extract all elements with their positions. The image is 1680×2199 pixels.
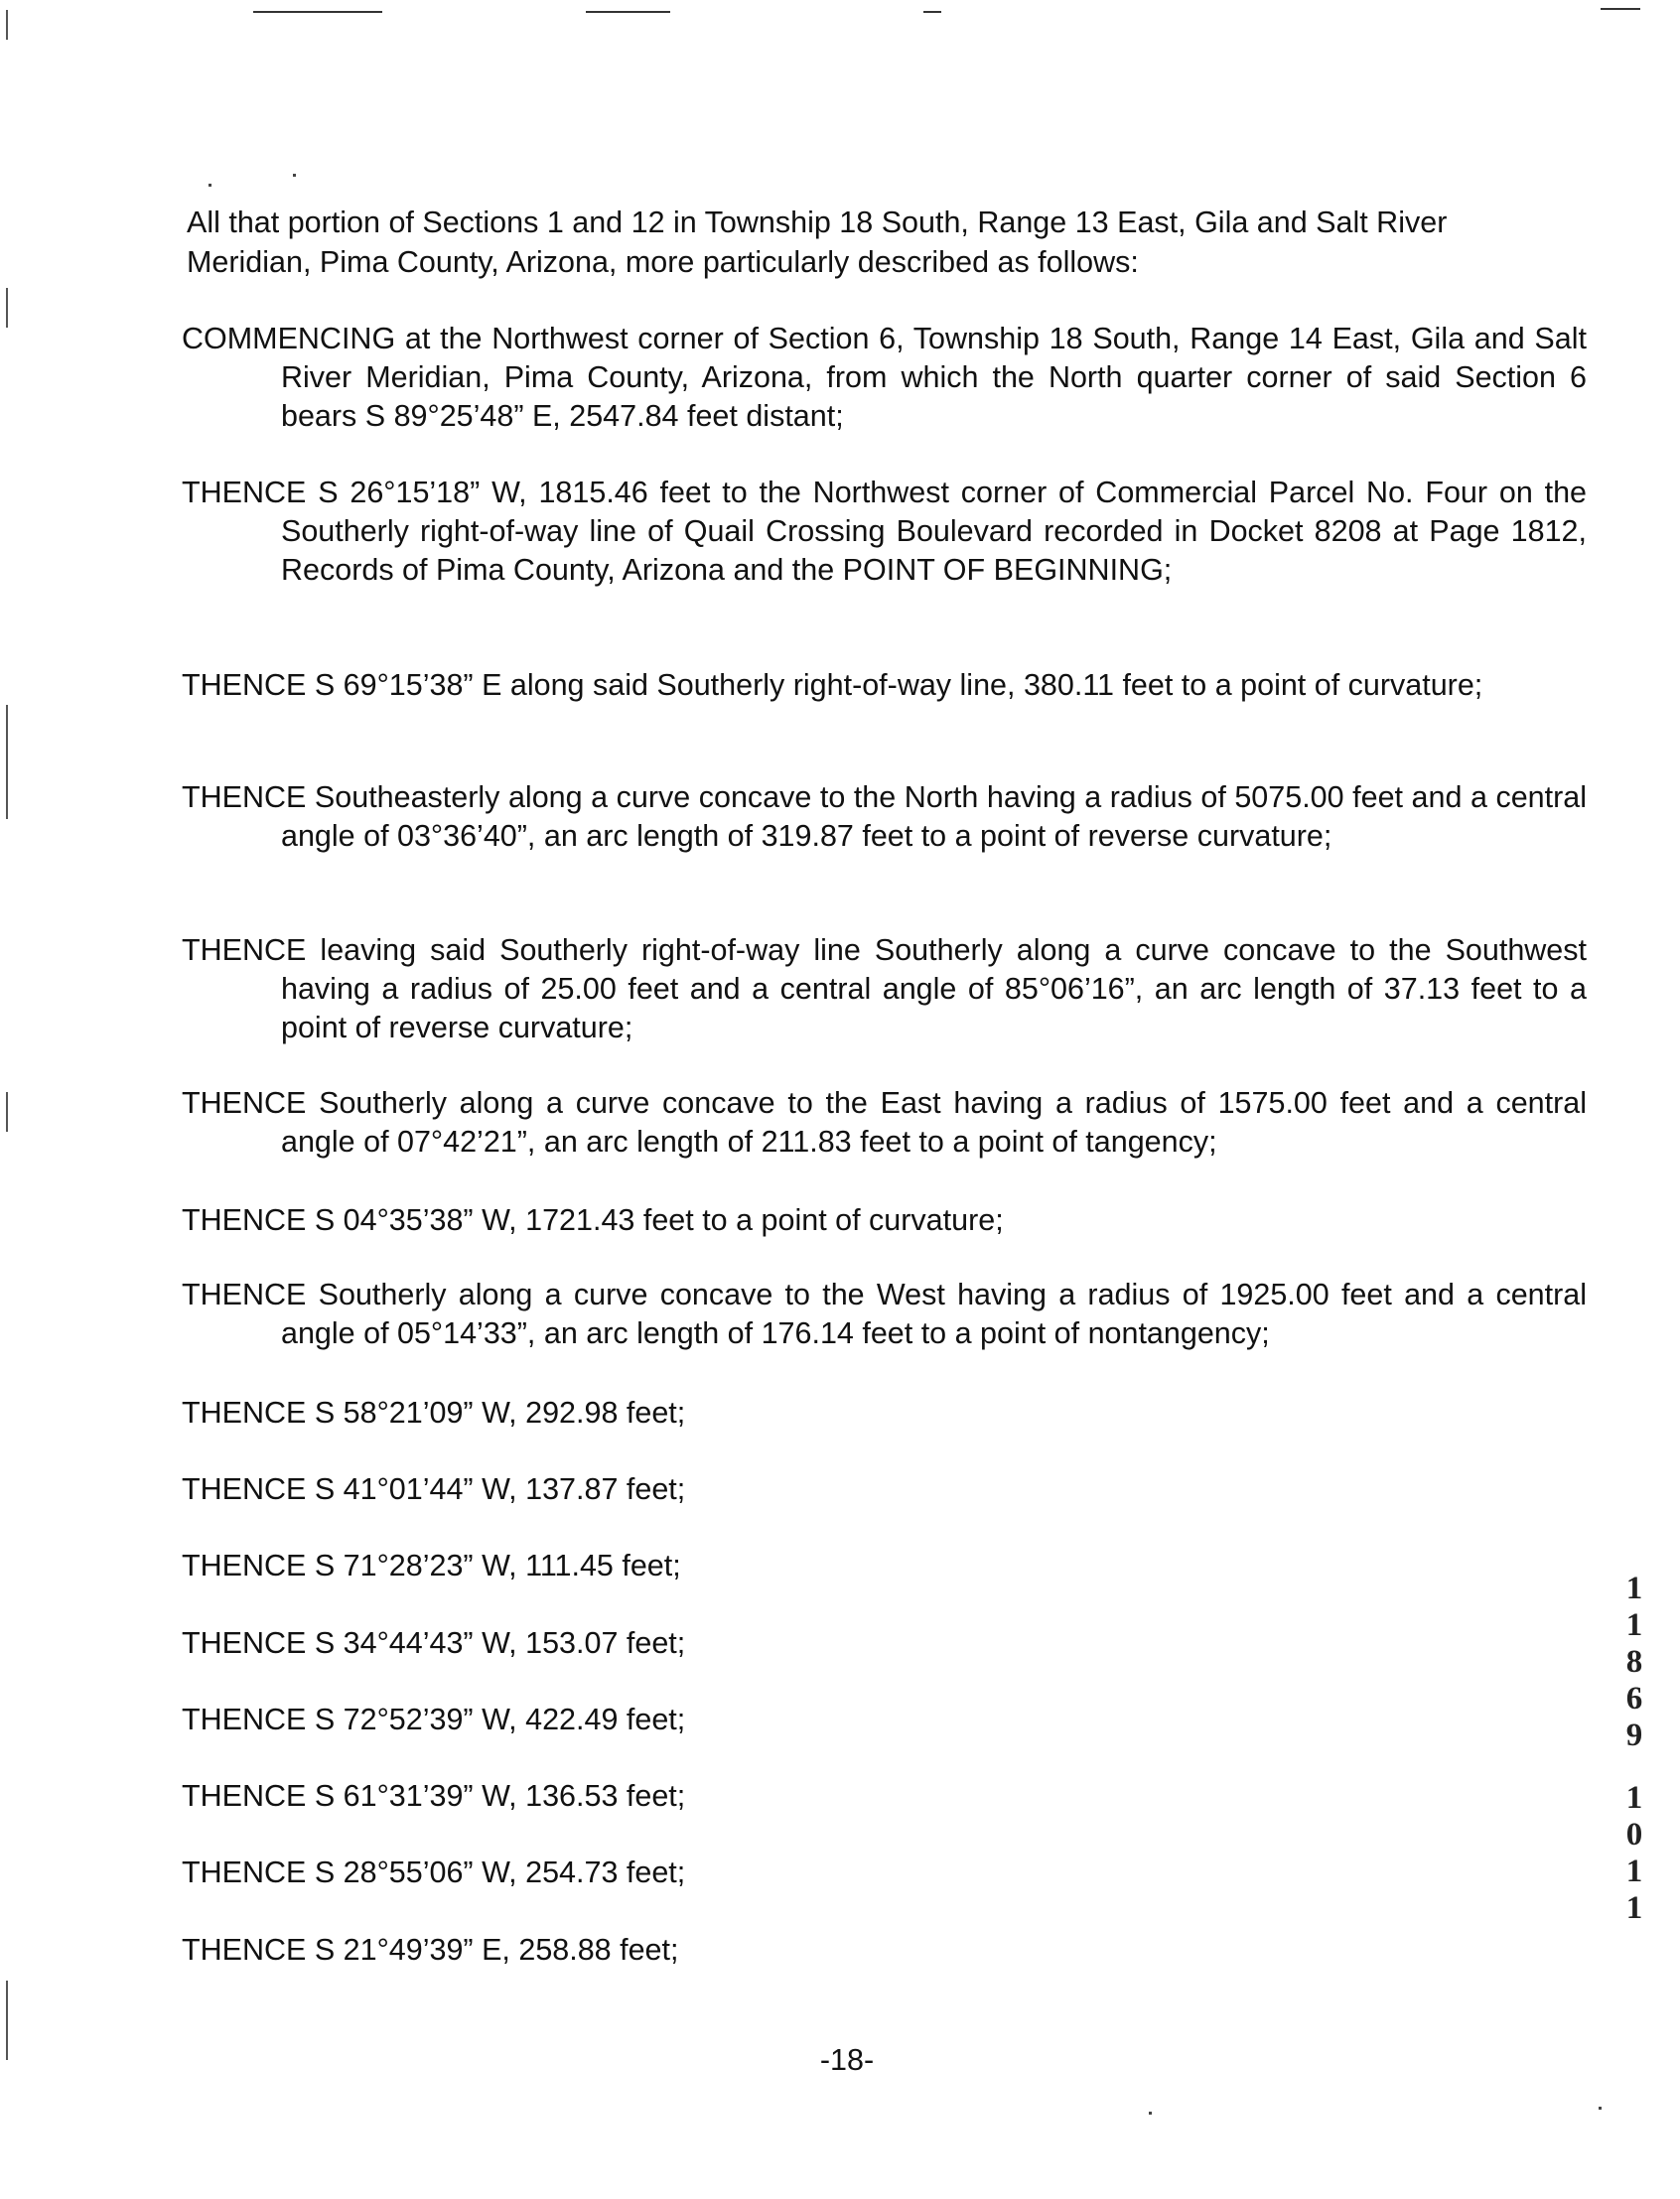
scan-artifact-edge-mark: [6, 288, 8, 328]
commencing-paragraph: COMMENCING at the Northwest corner of Section 6, Township 18 South, Range 14 East, Gila and Salt River Meridian, Pima County, Arizona, from which the North quarter corner of said Section 6 bears S 89°25’48” E, 2547.84 feet distant;: [182, 322, 1587, 433]
course-paragraph: THENCE S 58°21’09” W, 292.98 feet;: [182, 1396, 686, 1430]
course-paragraph: THENCE Southerly along a curve concave to the West having a radius of 1925.00 feet and a central angle of 05°14’33”, an arc length of 176.14 feet to a point of nontangency;: [182, 1278, 1587, 1350]
stamp-digit: 8: [1625, 1644, 1643, 1680]
course-paragraph: THENCE Southerly along a curve concave to the East having a radius of 1575.00 feet and a central angle of 07°42’21”, an arc length of 211.83 feet to a point of tangency;: [182, 1086, 1587, 1159]
stamp-digit: 1: [1625, 1607, 1643, 1643]
course-paragraph: THENCE leaving said Southerly right-of-way line Southerly along a curve concave to the Southwest having a radius of 25.00 feet and a central angle of 85°06’16”, an arc length of 37.13 feet to a point of reverse curvature;: [182, 933, 1587, 1044]
stamp-digit: 9: [1625, 1718, 1643, 1753]
course-paragraph: THENCE S 26°15’18” W, 1815.46 feet to the Northwest corner of Commercial Parcel No. Four on the Southerly right-of-way line of Quail Crossing Boulevard recorded in Docket 8208 at Page 1812, Records of Pima County, Arizona and the POINT OF BEGINNING;: [182, 476, 1587, 587]
scan-artifact-dot: [1149, 2112, 1152, 2115]
course-paragraph: THENCE S 34°44’43” W, 153.07 feet;: [182, 1626, 686, 1660]
scan-artifact-edge-mark: [6, 705, 8, 819]
course-paragraph: THENCE S 61°31’39” W, 136.53 feet;: [182, 1779, 686, 1813]
course-paragraph: THENCE S 04°35’38” W, 1721.43 feet to a point of curvature;: [182, 1203, 1004, 1237]
recording-stamp: [1614, 1571, 1654, 1927]
scan-artifact-dot: [1599, 2107, 1602, 2110]
scan-artifact-top-rule: [1601, 8, 1640, 10]
scan-artifact-top-rule: [923, 11, 941, 13]
course-paragraph: THENCE S 28°55’06” W, 254.73 feet;: [182, 1855, 686, 1889]
stamp-digit: 6: [1625, 1681, 1643, 1717]
course-paragraph: THENCE S 72°52’39” W, 422.49 feet;: [182, 1703, 686, 1736]
page-number: -18-: [819, 2043, 875, 2077]
scan-artifact-edge-mark: [6, 1092, 8, 1132]
course-paragraph: THENCE S 41°01’44” W, 137.87 feet;: [182, 1472, 686, 1506]
stamp-digit: 0: [1625, 1817, 1643, 1853]
scan-artifact-dot: [293, 174, 296, 177]
course-paragraph: THENCE S 21°49’39” E, 258.88 feet;: [182, 1933, 679, 1967]
scan-artifact-dot: [209, 184, 211, 187]
stamp-digit: 1: [1625, 1854, 1643, 1889]
course-paragraph: THENCE Southeasterly along a curve concave to the North having a radius of 5075.00 feet and a central angle of 03°36’40”, an arc length of 319.87 feet to a point of reverse curvature;: [182, 780, 1587, 853]
stamp-digit: 1: [1625, 1571, 1643, 1606]
stamp-digit: 1: [1625, 1780, 1643, 1816]
course-paragraph: THENCE S 71°28’23” W, 111.45 feet;: [182, 1549, 681, 1582]
course-paragraph: THENCE S 69°15’38” E along said Southerly right-of-way line, 380.11 feet to a point of curvature;: [182, 668, 1483, 702]
scan-artifact-edge-mark: [6, 10, 8, 40]
stamp-digit: 1: [1625, 1890, 1643, 1926]
scan-artifact-top-rule: [586, 11, 670, 13]
scan-artifact-top-rule: [253, 11, 382, 13]
intro-paragraph: All that portion of Sections 1 and 12 in Township 18 South, Range 13 East, Gila and Salt River Meridian, Pima County, Arizona, more particularly described as follows:: [187, 206, 1448, 279]
scan-artifact-edge-mark: [6, 1981, 8, 2060]
